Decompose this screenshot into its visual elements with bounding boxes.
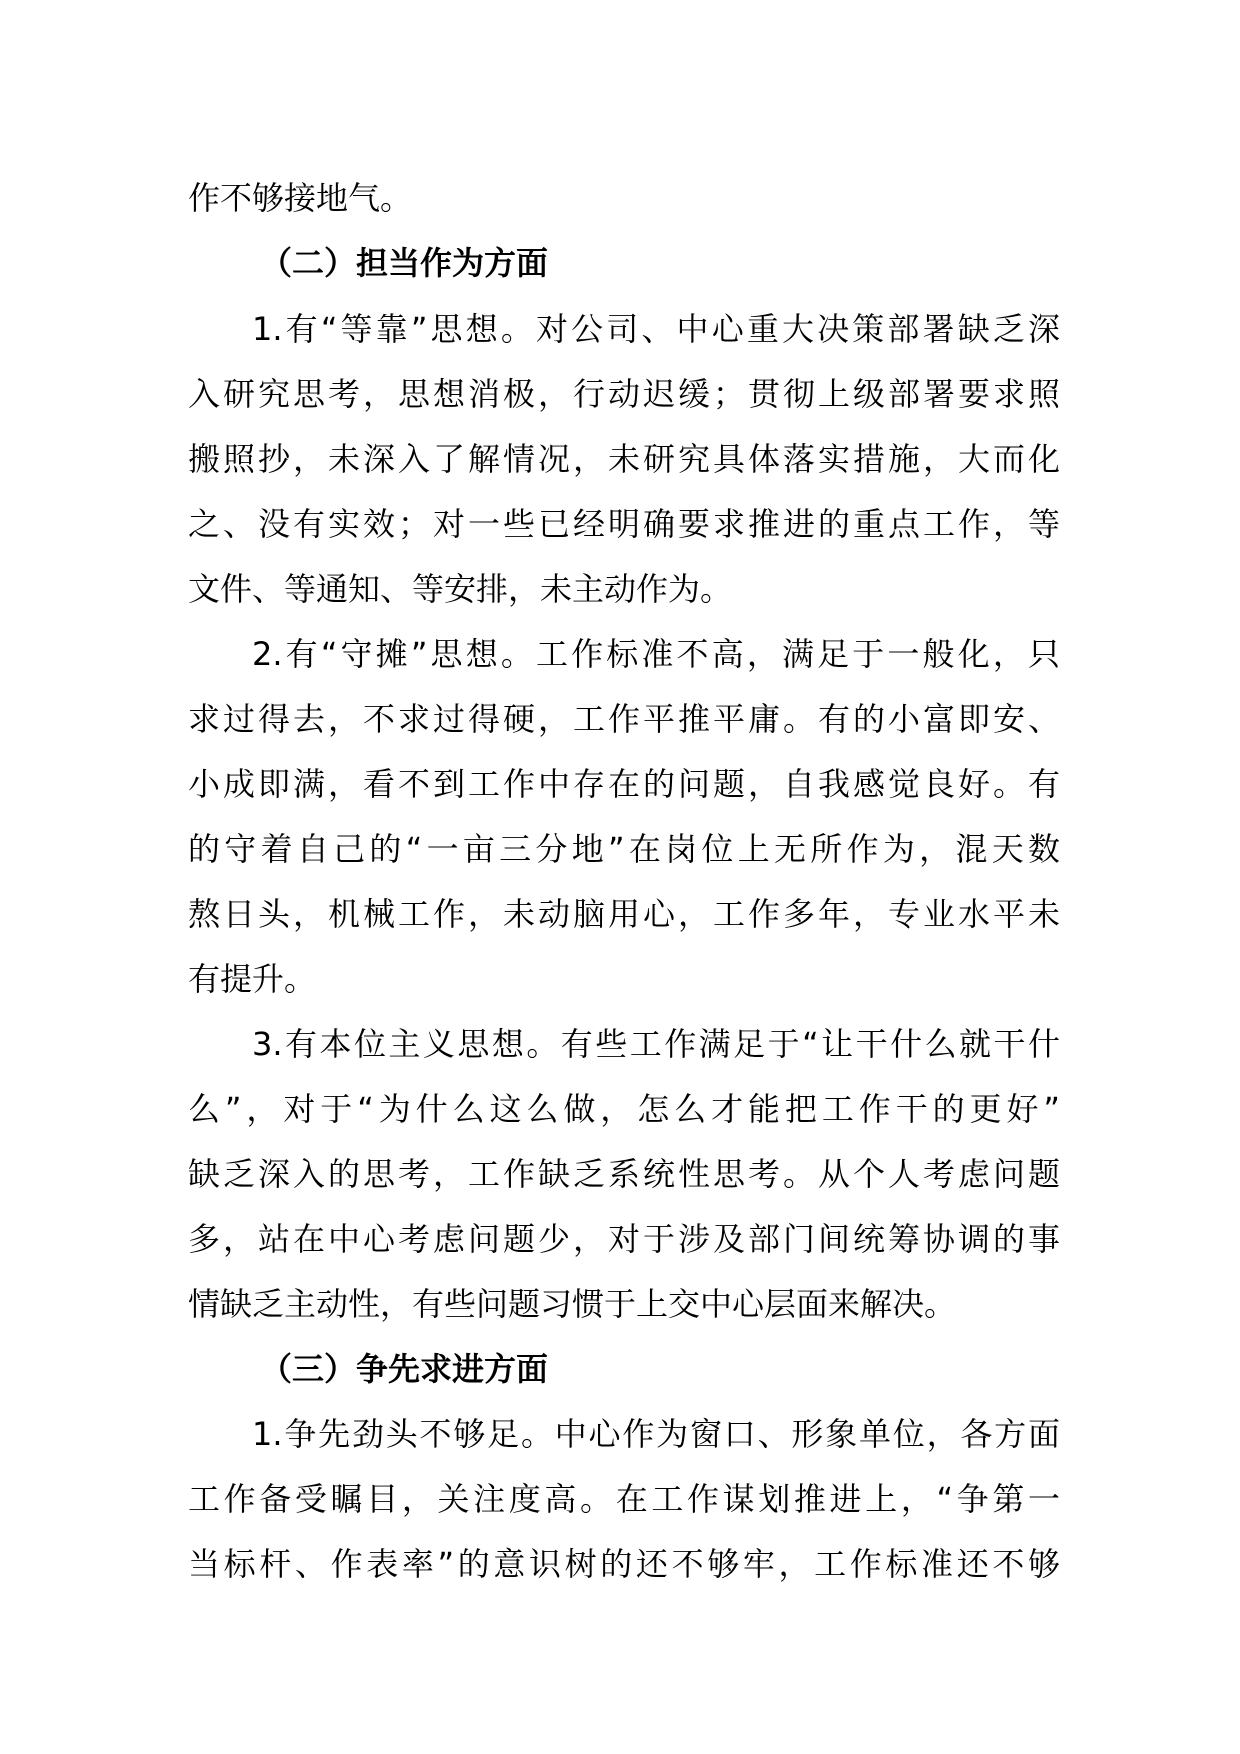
paragraph-line: 缺乏深入的思考，工作缺乏系统性思考。从个人考虑问题 (188, 1155, 1060, 1193)
paragraph-line: 当标杆、作表率”的意识树的还不够牢，工作标准还不够 (188, 1545, 1060, 1583)
paragraph-line: 2.有“守摊”思想。工作标准不高，满足于一般化，只 (252, 635, 1060, 673)
section-heading: （二）担当作为方面 (260, 244, 549, 282)
paragraph-line: 入研究思考，思想消极，行动迟缓；贯彻上级部署要求照 (188, 375, 1060, 413)
paragraph-line: 作不够接地气。 (188, 179, 413, 217)
paragraph-line: 多，站在中心考虑问题少，对于涉及部门间统筹协调的事 (188, 1220, 1060, 1258)
paragraph-line: 搬照抄，未深入了解情况，未研究具体落实措施，大而化 (188, 440, 1060, 478)
paragraph-line: 文件、等通知、等安排，未主动作为。 (188, 570, 733, 608)
paragraph-line: 小成即满，看不到工作中存在的问题，自我感觉良好。有 (188, 765, 1060, 803)
paragraph-line: 3.有本位主义思想。有些工作满足于“让干什么就干什 (252, 1025, 1060, 1063)
paragraph-line: 工作备受瞩目，关注度高。在工作谋划推进上，“争第一 (188, 1480, 1060, 1518)
section-heading: （三）争先求进方面 (260, 1350, 549, 1388)
paragraph-line: 熬日头，机械工作，未动脑用心，工作多年，专业水平未 (188, 895, 1060, 933)
paragraph-line: 么”，对于“为什么这么做，怎么才能把工作干的更好” (188, 1090, 1060, 1128)
paragraph-line: 有提升。 (188, 960, 317, 998)
paragraph-line: 1.有“等靠”思想。对公司、中心重大决策部署缺乏深 (252, 310, 1060, 348)
paragraph-line: 求过得去，不求过得硬，工作平推平庸。有的小富即安、 (188, 700, 1060, 738)
paragraph-line: 1.争先劲头不够足。中心作为窗口、形象单位，各方面 (252, 1415, 1060, 1453)
paragraph-line: 的守着自己的“一亩三分地”在岗位上无所作为，混天数 (188, 830, 1060, 868)
paragraph-line: 情缺乏主动性，有些问题习惯于上交中心层面来解决。 (188, 1285, 957, 1323)
paragraph-line: 之、没有实效；对一些已经明确要求推进的重点工作，等 (188, 505, 1060, 543)
